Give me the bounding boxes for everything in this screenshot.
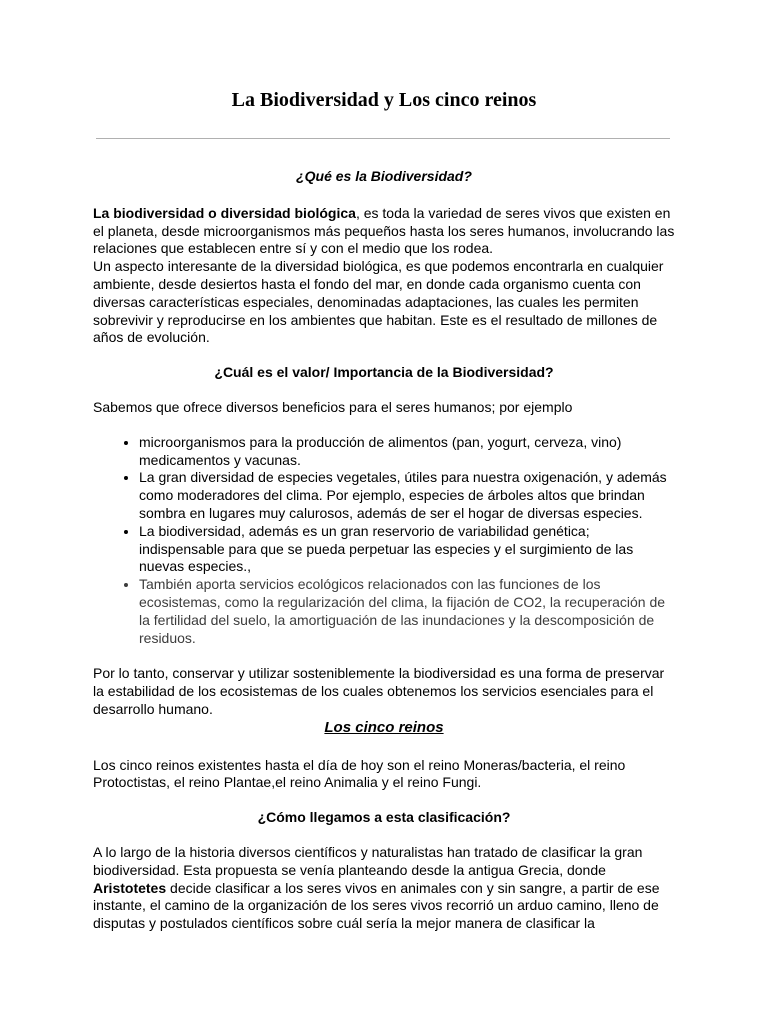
paragraph-definition <box>93 205 675 258</box>
list-item: • La gran diversidad de especies vegetales, útiles para nuestra oxigenación, y además como moderadores del clima. Por ejemplo, especies de árboles altos que brindan sombra en lugares muy calurosos, además de ser el hogar de diversas especies. <box>139 469 675 522</box>
document-body <box>93 168 675 950</box>
paragraph-benefits-intro: Sabemos que ofrece diversos beneficios para el seres humanos; por ejemplo <box>93 398 573 415</box>
aristotle-name: Aristotetes <box>93 879 167 896</box>
list-item: • microorganismos para la producción de alimentos (pan, yogurt, cerveza, vino) medicamentos y vacunas. <box>139 434 675 470</box>
paragraph-kingdoms: Los cinco reinos existentes hasta el día de hoy son el reino Moneras/bacteria, el reino Protoctistas, el reino Plantae,el reino Animalia y el reino Fungi. <box>93 756 626 791</box>
history-text-end: decide clasificar a los seres vivos en animales con y sin sangre, a partir de ese instante, el camino de la organización de los seres vivos recorrió un arduo camino, lleno de disputas y postulados científicos sobre cuál sería la mejor manera de clasificar la <box>93 879 660 932</box>
history-text-start: A lo largo de la historia diversos científicos y naturalistas han tratado de clasificar la gran biodiversidad. Esta propuesta se venía planteando desde la antigua Grecia, donde <box>93 843 643 878</box>
paragraph-adaptations: Un aspecto interesante de la diversidad biológica, es que podemos encontrarla en cualquier ambiente, desde desiertos hasta el fondo del mar, en donde cada organismo cuenta con diversas características especiales, denominadas adaptaciones, las cuales les permiten sobrevivir y reproducirse en los ambientes que habitan. Este es el resultado de millones de años de evolución. <box>93 258 664 346</box>
section-heading-kingdoms: Los cinco reinos <box>324 718 444 736</box>
list-item: • La biodiversidad, además es un gran reservorio de variabilidad genética; indispensable para que se pueda perpetuar las especies y el surgimiento de las nuevas especies., <box>139 523 675 576</box>
definition-term: La biodiversidad o diversidad biológica <box>93 204 356 221</box>
benefits-list <box>93 434 675 648</box>
paragraph-conclusion: Por lo tanto, conservar y utilizar sosteniblemente la biodiversidad es una forma de preservar la estabilidad de los ecosistemas de los cuales obtenemos los servicios esenciales para el desarrollo humano. <box>93 665 665 717</box>
question-heading-classification: ¿Cómo llegamos a esta clasificación? <box>257 809 511 826</box>
paragraph-history <box>93 844 675 933</box>
list-item: • También aporta servicios ecológicos relacionados con las funciones de los ecosistemas, como la regularización del clima, la fijación de CO2, la recuperación de la fertilidad del suelo, la amortiguación de las inundaciones y la descomposición de residuos. <box>139 576 675 647</box>
question-heading-biodiversity: ¿Qué es la Biodiversidad? <box>296 168 472 184</box>
document-title: La Biodiversidad y Los cinco reinos <box>231 89 537 111</box>
title-divider <box>96 138 670 139</box>
definition-text: , es toda la variedad de seres vivos que existen en el planeta, desde microorganismos más pequeños hasta los seres humanos, involucrando las relaciones que establecen entre sí y con el medio que los rodea. <box>93 204 675 257</box>
question-heading-value: ¿Cuál es el valor/ Importancia de la Biodiversidad? <box>214 364 554 381</box>
